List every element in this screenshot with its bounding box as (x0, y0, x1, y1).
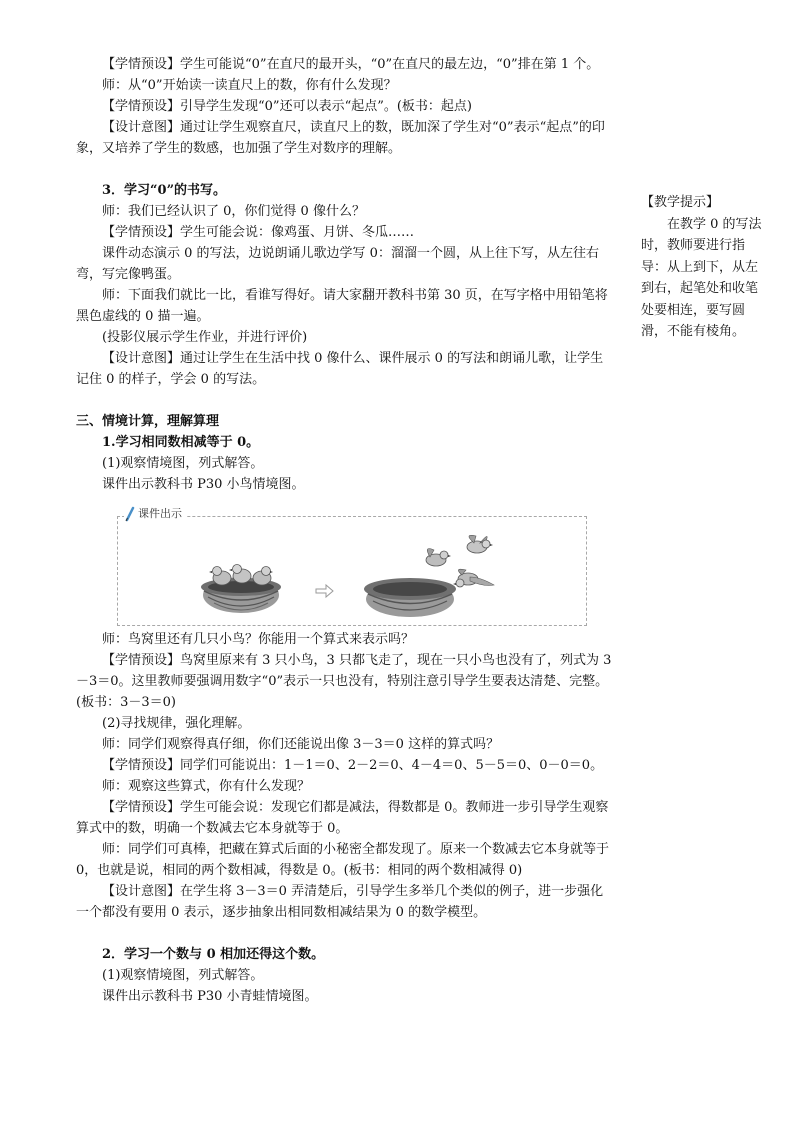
courseware-tag (124, 506, 186, 522)
teaching-tip-body: 在教学 0 的写法时，教师要进行指导：从上到下，从左到右，起笔处和收笔处要相连，要写圆滑，不能有棱角。 (641, 216, 762, 339)
bird-nest-scene (118, 517, 586, 625)
arrow-right-icon (316, 585, 333, 597)
paragraph-prediction-start: 【学情预设】引导学生发现“0”还可以表示“起点”。(板书：起点) (102, 99, 472, 114)
heading-plus-zero: 2．学习一个数与 0 相加还得这个数。 (102, 947, 325, 962)
heading-writing-zero: 3．学习“0”的书写。 (102, 183, 227, 198)
paragraph-demo-writing: 课件动态演示 0 的写法，边说朗诵儿歌边学写 0：溜溜一个圆，从上往下写，从左往右弯，写完像鸭蛋。 (76, 246, 599, 282)
flying-bird-icon (467, 535, 493, 553)
paragraph-prediction-birds: 【学情预设】鸟窝里原来有 3 只小鸟，3 只都飞走了，现在一只小鸟也没有了，列式为 3－3＝0。这里教师要强调用数字“0”表示一只也没有，特别注意引导学生要表达清楚、完整。(板书：3－3＝0) (76, 653, 612, 710)
teaching-tip-title: 【教学提示】 (641, 195, 720, 210)
paragraph-teacher-observe: 师：观察这些算式，你有什么发现？ (102, 779, 311, 794)
bird-in-nest-icon (209, 565, 273, 586)
pencil-icon (124, 506, 136, 522)
teaching-tip (641, 192, 763, 343)
courseware-figure (117, 507, 587, 626)
paragraph-design-ruler: 【设计意图】通过让学生观察直尺，读直尺上的数，既加深了学生对“0”表示“起点”的印象，又培养了学生的数感，也加强了学生对数序的理解。 (76, 120, 605, 156)
paragraph-observe-2: (1)观察情境图，列式解答。 (102, 968, 264, 983)
paragraph-teacher-birds: 师：鸟窝里还有几只小鸟？你能用一个算式来表示吗？ (102, 632, 415, 647)
flying-bird-icon (453, 569, 494, 587)
paragraph-prediction-list: 【学情预设】同学们可能说出：1－1＝0、2－2＝0、4－4＝0、5－5＝0、0－0＝0。 (102, 758, 604, 773)
paragraph-teacher-zero-like: 师：我们已经认识了 0，你们觉得 0 像什么？ (102, 204, 365, 219)
paragraph-prediction-findings: 【学情预设】学生可能会说：发现它们都是减法，得数都是 0。教师进一步引导学生观察算式中的数，明确一个数减去它本身就等于 0。 (76, 800, 609, 836)
heading-same-minus: 1.学习相同数相减等于 0。 (102, 435, 260, 450)
paragraph-observe-1: (1)观察情境图，列式解答。 (102, 456, 264, 471)
paragraph-teacher-compare: 师：下面我们就比一比，看谁写得好。请大家翻开教科书第 30 页，在写字格中用铅笔将黑色虚线的 0 描一遍。 (76, 288, 608, 324)
courseware-tag-label: 课件出示 (138, 507, 182, 520)
flying-bird-icon (426, 549, 451, 566)
paragraph-courseware-frog: 课件出示教科书 P30 小青蛙情境图。 (102, 989, 318, 1004)
paragraph-teacher-more: 师：同学们观察得真仔细，你们还能说出像 3－3＝0 这样的算式吗？ (102, 737, 500, 752)
paragraph-design-writing: 【设计意图】通过让学生在生活中找 0 像什么、课件展示 0 的写法和朗诵儿歌，让学生记住 0 的样子，学会 0 的写法。 (76, 351, 604, 387)
nest-right-icon (364, 578, 456, 617)
paragraph-prediction-ruler: 【学情预设】学生可能说“0”在直尺的最开头，“0”在直尺的最左边，“0”排在第 1 个。 (102, 57, 600, 72)
paragraph-teacher-secret: 师：同学们可真棒，把藏在算式后面的小秘密全都发现了。原来一个数减去它本身就等于 0，也就是说，相同的两个数相减，得数是 0。(板书：相同的两个数相减得 0) (76, 842, 610, 878)
paragraph-projector: (投影仪展示学生作业，并进行评价) (102, 330, 308, 345)
paragraph-courseware-bird: 课件出示教科书 P30 小鸟情境图。 (102, 477, 305, 492)
paragraph-prediction-zero-like: 【学情预设】学生可能会说：像鸡蛋、月饼、冬瓜…… (102, 225, 415, 240)
paragraph-design-minus: 【设计意图】在学生将 3－3＝0 弄清楚后，引导学生多举几个类似的例子，进一步强化一个都没有要用 0 表示，逐步抽象出相同数相减结果为 0 的数学模型。 (76, 884, 604, 920)
section-title-situation: 三、情境计算，理解算理 (76, 414, 220, 429)
paragraph-teacher-ruler: 师：从“0”开始读一读直尺上的数，你有什么发现？ (102, 78, 397, 93)
paragraph-find-rule: (2)寻找规律，强化理解。 (102, 716, 251, 731)
